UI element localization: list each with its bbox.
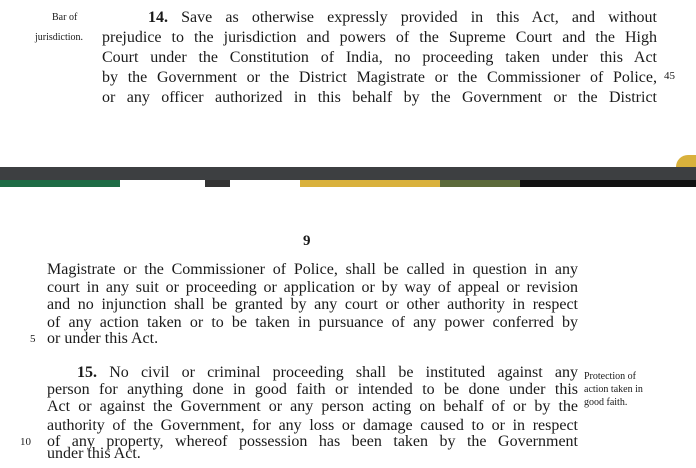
page-number: 9 bbox=[303, 233, 311, 249]
text-line: or any officer authorized in this behalf by the Government or the District bbox=[102, 89, 657, 106]
section-number: 14. bbox=[148, 9, 168, 26]
margin-note-line: action taken in bbox=[584, 384, 643, 395]
line-number: 45 bbox=[664, 70, 675, 82]
page-divider-bar bbox=[0, 167, 696, 180]
margin-note-line: good faith. bbox=[584, 397, 628, 408]
text-line: under this Act. bbox=[47, 445, 141, 462]
text-line: Magistrate or the Commissioner of Police, shall be called in question in any bbox=[47, 261, 578, 278]
text-line: Act or against the Government or any person acting on behalf of or by the bbox=[47, 398, 578, 415]
text-span: No civil or criminal proceeding shall be instituted against any bbox=[97, 364, 578, 381]
section-number: 15. bbox=[77, 364, 97, 381]
text-line: Court under the Constitution of India, no proceeding taken under this Act bbox=[102, 49, 657, 66]
text-line: of any action taken or to be taken in pursuance of any power conferred by bbox=[47, 314, 578, 331]
text-line: of any property, whereof possession has been taken by the Government bbox=[47, 433, 578, 450]
page-edge-strip bbox=[0, 180, 696, 187]
page-edge-decoration bbox=[676, 155, 696, 167]
text-span: Save as otherwise expressly provided in this Act, and without bbox=[168, 9, 657, 26]
text-line: by the Government or the District Magistrate or the Commissioner of Police, bbox=[102, 69, 657, 86]
text-line: prejudice to the jurisdiction and powers of the Supreme Court and the High bbox=[102, 29, 657, 46]
margin-note-line: jurisdiction. bbox=[35, 32, 84, 43]
text-line: person for anything done in good faith or intended to be done under this bbox=[47, 381, 578, 398]
text-line bbox=[148, 9, 657, 27]
text-line: and no injunction shall be granted by any court or other authority in respect bbox=[47, 296, 578, 313]
margin-note-line: Protection of bbox=[584, 371, 636, 382]
text-line bbox=[77, 364, 578, 382]
text-line: or under this Act. bbox=[47, 330, 159, 347]
margin-note-line: Bar of bbox=[52, 12, 78, 23]
text-line: authority of the Government, for any loss or damage caused to or in respect bbox=[47, 417, 578, 434]
line-number: 10 bbox=[20, 436, 31, 448]
text-line: court in any suit or proceeding or application or by way of appeal or revision bbox=[47, 279, 578, 296]
line-number: 5 bbox=[30, 333, 36, 345]
